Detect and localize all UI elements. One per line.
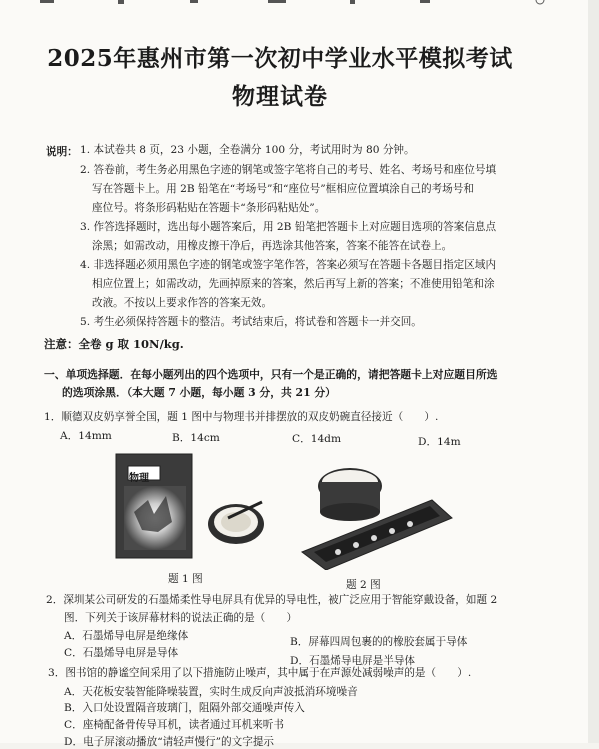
instruction-line: 4. 非选择题必须用黑色字迹的钢笔或签字笔作答，答案必须写在答题卡各题目指定区域内 — [80, 259, 497, 271]
q3-option-a: A．天花板安装智能降噪装置，实时生成反向声波抵消环境噪音 — [64, 686, 358, 698]
instruction-line: 改液。不按以上要求作答的答案无效。 — [92, 297, 273, 309]
instructions-label: 说明： — [46, 146, 78, 158]
section-heading: 一、单项选择题．在每小题列出的四个选项中，只有一个是正确的，请把答题卡上对应题目所选 — [44, 368, 498, 381]
question-2-stem: 2．深圳某公司研发的石墨烯柔性导电屏具有优异的导电性，被广泛应用于智能穿戴设备，如题 2 — [46, 594, 498, 606]
section-heading-cont: 的选项涂黑．（本大题 7 小题，每小题 3 分，共 21 分） — [62, 386, 336, 399]
exam-subject: 物理试卷 — [232, 83, 328, 110]
q2-option-c: C．石墨烯导电屏是导体 — [64, 647, 179, 659]
instruction-line: 座位号。将条形码粘贴在答题卡“条形码粘贴处”。 — [92, 202, 326, 214]
gravity-note: 注意：全卷 g 取 10N/kg. — [44, 337, 184, 351]
q2-option-b: B．屏幕四周包裹的的橡胶套属于导体 — [290, 636, 468, 648]
instruction-line: 相应位置上；如需改动，先画掉原来的答案，然后再写上新的答案；不准使用铅笔和涂 — [92, 278, 495, 290]
q3-option-b: B．入口处设置隔音玻璃门，阻隔外部交通噪声传入 — [64, 702, 305, 714]
q1-option-a: A．14mm — [60, 430, 112, 442]
figure-2-caption: 题 2 图 — [346, 579, 381, 591]
figure-1-caption: 题 1 图 — [168, 573, 203, 585]
q1-option-c: C．14dm — [292, 433, 342, 445]
question-3-stem: 3．图书馆的静谧空间采用了以下措施防止噪声，其中属于在声源处减弱噪声的是（ ）. — [48, 667, 472, 679]
instruction-line: 1. 本试卷共 8 页，23 小题，全卷满分 100 分，考试用时为 80 分钟。 — [80, 144, 415, 156]
q1-option-b: B．14cm — [172, 432, 220, 444]
q1-option-d: D．14m — [418, 436, 461, 448]
q2-option-d: D．石墨烯导电屏是半导体 — [290, 655, 416, 667]
instruction-line: 2. 答卷前，考生务必用黑色字迹的钢笔或签字笔将自己的考号、姓名、考场号和座位号填 — [80, 164, 497, 176]
instruction-line: 5. 考生必须保持答题卡的整洁。考试结束后，将试卷和答题卡一并交回。 — [80, 316, 422, 328]
exam-title: 2025年惠州市第一次初中学业水平模拟考试 — [47, 45, 513, 72]
instruction-line: 3. 作答选择题时，选出每小题答案后，用 2B 铅笔把答题卡上对应题目选项的答案信息点 — [80, 221, 497, 233]
book-cover-label: 物理 — [129, 473, 149, 484]
scan-marks — [0, 0, 560, 8]
page-edge — [588, 0, 599, 743]
figure-2-photo — [298, 460, 458, 570]
instruction-line: 写在答题卡上。用 2B 铅笔在“考场号”和“座位号”框相应位置填涂自己的考场号和 — [92, 183, 474, 195]
q3-option-c: C．座椅配备骨传导耳机，读者通过耳机来听书 — [64, 719, 284, 731]
instruction-line: 涂黑；如需改动，用橡皮擦干净后，再选涂其他答案，答案不能答在试卷上。 — [92, 240, 453, 252]
q3-option-d: D．电子屏滚动播放“请轻声慢行”的文字提示 — [64, 736, 275, 748]
question-1-stem: 1．顺德双皮奶享誉全国，题 1 图中与物理书并排摆放的双皮奶碗直径接近（ ）. — [44, 411, 439, 423]
q2-option-a: A．石墨烯导电屏是绝缘体 — [64, 630, 189, 642]
question-2-stem-cont: 图．下列关于该屏幕材料的说法正确的是（ ） — [64, 612, 298, 624]
